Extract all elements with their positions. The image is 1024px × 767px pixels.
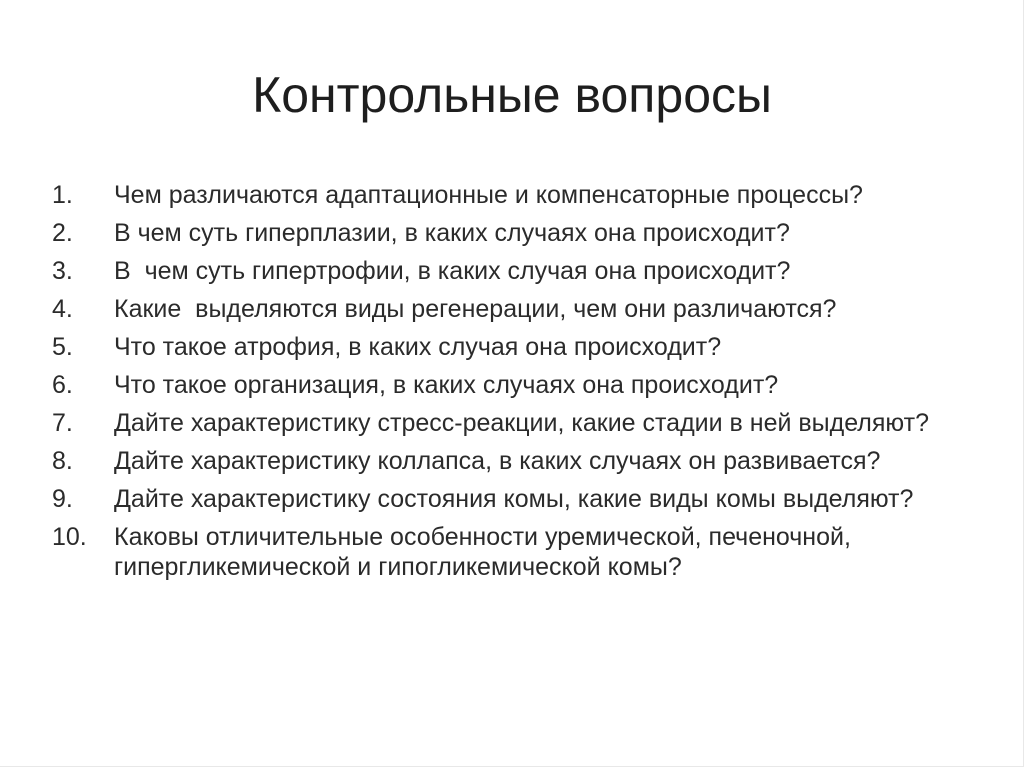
question-text: В чем суть гиперплазии, в каких случаях она происходит? <box>114 219 790 247</box>
question-text: В чем суть гипертрофии, в каких случая она происходит? <box>114 257 791 285</box>
question-item <box>52 484 1002 514</box>
question-number: 10. <box>52 523 87 551</box>
question-item <box>52 180 1002 210</box>
question-number: 9. <box>52 485 73 513</box>
slide-title: Контрольные вопросы <box>252 67 772 123</box>
question-item <box>52 294 1002 324</box>
question-text: Что такое атрофия, в каких случая она происходит? <box>114 333 722 361</box>
question-text: Дайте характеристику состояния комы, какие виды комы выделяют? <box>114 485 914 513</box>
question-number: 5. <box>52 333 73 361</box>
question-item <box>52 446 1002 476</box>
question-item <box>52 218 1002 248</box>
question-item <box>52 256 1002 286</box>
question-item <box>52 408 1002 438</box>
question-item <box>52 370 1002 400</box>
question-number: 3. <box>52 257 73 285</box>
question-item <box>52 332 1002 362</box>
question-text: Что такое организация, в каких случаях она происходит? <box>114 371 779 399</box>
question-text: Дайте характеристику коллапса, в каких случаях он развивается? <box>114 447 881 475</box>
question-text: Каковы отличительные особенности уремической, печеночной, гипергликемической и гипогликемической комы? <box>114 523 851 581</box>
question-number: 4. <box>52 295 73 323</box>
question-text: Дайте характеристику стресс-реакции, какие стадии в ней выделяют? <box>114 409 929 437</box>
question-number: 6. <box>52 371 73 399</box>
question-number: 2. <box>52 219 73 247</box>
question-text: Чем различаются адаптационные и компенсаторные процессы? <box>114 181 863 209</box>
question-number: 8. <box>52 447 73 475</box>
question-number: 1. <box>52 181 73 209</box>
question-list <box>52 180 1002 590</box>
question-item <box>52 522 1002 582</box>
question-text: Какие выделяются виды регенерации, чем они различаются? <box>114 295 837 323</box>
question-number: 7. <box>52 409 73 437</box>
